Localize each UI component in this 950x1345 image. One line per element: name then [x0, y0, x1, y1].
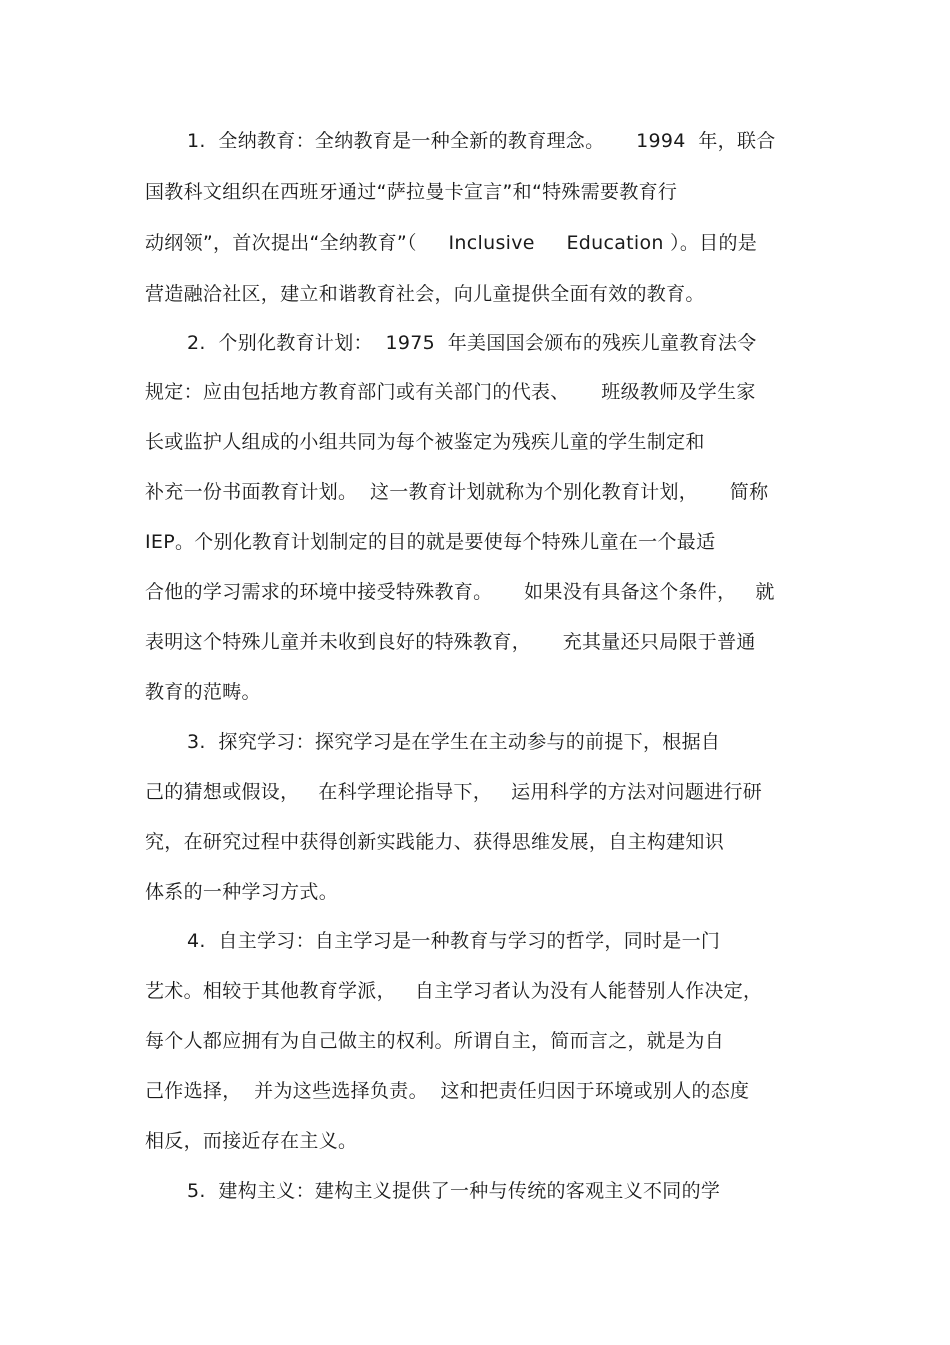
paragraph-4-line-4: 己作选择， 并为这些选择负责。 这和把责任归因于环境或别人的态度 — [145, 1080, 750, 1102]
paragraph-3-line-1: 3. 探究学习：探究学习是在学生在主动参与的前提下，根据自 — [187, 731, 721, 753]
paragraph-3-line-4: 体系的一种学习方式。 — [145, 881, 339, 903]
paragraph-2-line-2: 规定：应由包括地方教育部门或有关部门的代表、 班级教师及学生家 — [145, 381, 756, 403]
paragraph-1-line-4: 营造融洽社区，建立和谐教育社会，向儿童提供全面有效的教育。 — [145, 283, 705, 305]
paragraph-1-line-2: 国教科文组织在西班牙通过“萨拉曼卡宣言”和“特殊需要教育行 — [145, 181, 678, 203]
paragraph-5-line-1: 5. 建构主义：建构主义提供了一种与传统的客观主义不同的学 — [187, 1180, 721, 1202]
paragraph-4-line-3: 每个人都应拥有为自己做主的权利。所谓自主，简而言之，就是为自 — [145, 1030, 725, 1052]
paragraph-4-line-5: 相反，而接近存在主义。 — [145, 1130, 358, 1152]
paragraph-2-line-5: IEP。个别化教育计划制定的目的就是要使每个特殊儿童在一个最适 — [145, 531, 716, 553]
paragraph-2-line-8: 教育的范畴。 — [145, 681, 261, 703]
paragraph-4-line-1: 4. 自主学习：自主学习是一种教育与学习的哲学，同时是一门 — [187, 930, 721, 952]
paragraph-3-line-2: 己的猜想或假设， 在科学理论指导下， 运用科学的方法对问题进行研 — [145, 781, 763, 803]
paragraph-2-line-1: 2. 个别化教育计划： 1975 年美国国会颁布的残疾儿童教育法令 — [187, 332, 757, 354]
paragraph-2-line-7: 表明这个特殊儿童并未收到良好的特殊教育， 充其量还只局限于普通 — [145, 631, 756, 653]
paragraph-1-line-3: 动纲领”，首次提出“全纳教育”（ Inclusive Education ）。目的是 — [145, 232, 758, 254]
paragraph-2-line-3: 长或监护人组成的小组共同为每个被鉴定为残疾儿童的学生制定和 — [145, 431, 705, 453]
paragraph-3-line-3: 究，在研究过程中获得创新实践能力、获得思维发展，自主构建知识 — [145, 831, 725, 853]
paragraph-2-line-4: 补充一份书面教育计划。 这一教育计划就称为个别化教育计划， 简称 — [145, 481, 769, 503]
paragraph-1-line-1: 1. 全纳教育：全纳教育是一种全新的教育理念。 1994 年，联合 — [187, 130, 776, 152]
paragraph-2-line-6: 合他的学习需求的环境中接受特殊教育。 如果没有具备这个条件， 就 — [145, 581, 775, 603]
paragraph-4-line-2: 艺术。相较于其他教育学派， 自主学习者认为没有人能替别人作决定， — [145, 980, 763, 1002]
